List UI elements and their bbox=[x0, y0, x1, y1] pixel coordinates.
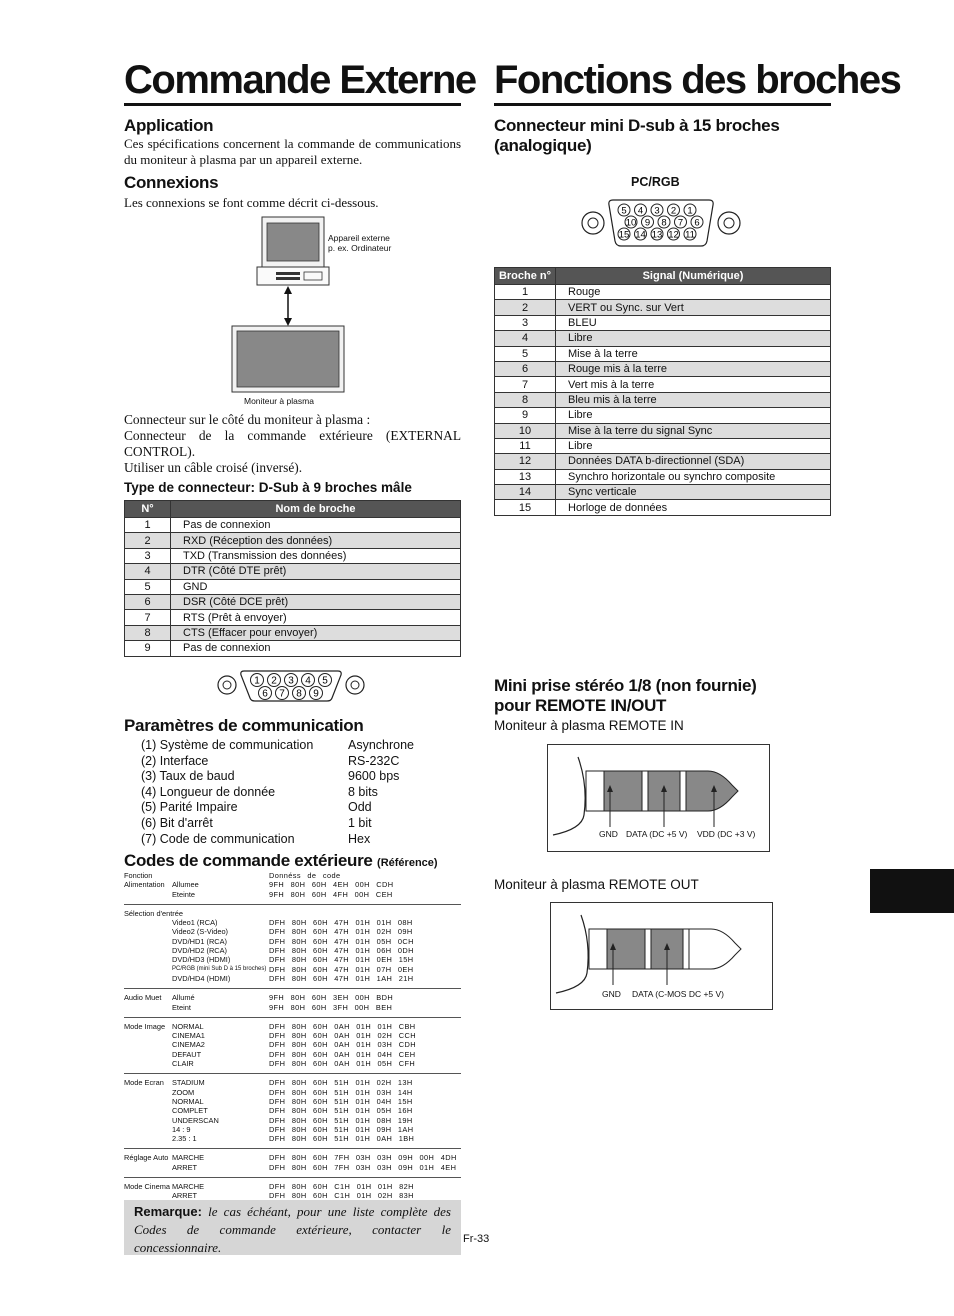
code-data: DFH 80H 60H C1H 01H 02H 83H bbox=[269, 1191, 414, 1201]
application-heading: Application bbox=[124, 116, 214, 135]
title-rule-left bbox=[124, 103, 461, 106]
table-row bbox=[125, 610, 461, 625]
code-row bbox=[124, 1059, 461, 1068]
code-setting: STADIUM bbox=[172, 1078, 205, 1088]
code-setting: CINEMA1 bbox=[172, 1031, 205, 1041]
remote-in-plug-box bbox=[547, 744, 770, 852]
code-row bbox=[124, 880, 461, 889]
pin-signal: Données DATA b-directionnel (SDA) bbox=[556, 454, 831, 469]
code-setting: Video2 (S-Video) bbox=[172, 927, 229, 937]
connexions-heading: Connexions bbox=[124, 173, 219, 192]
pin-number: 13 bbox=[495, 469, 556, 484]
code-data: DFH 80H 60H 51H 01H 03H 14H bbox=[269, 1087, 413, 1097]
pin-label: 14 bbox=[635, 229, 646, 241]
dsub9-connector-diagram bbox=[214, 668, 368, 704]
param-row bbox=[141, 816, 461, 832]
codes-heading: Codes de commande extérieure bbox=[124, 851, 373, 870]
param-row bbox=[141, 832, 461, 848]
param-row bbox=[141, 754, 461, 770]
table-row bbox=[125, 594, 461, 609]
code-data: DFH 80H 60H 51H 01H 08H 19H bbox=[269, 1115, 413, 1125]
signal-header: Signal (Numérique) bbox=[556, 268, 831, 285]
code-row bbox=[124, 1125, 461, 1134]
param-label: (7) Code de communication bbox=[141, 831, 295, 846]
table-row bbox=[125, 625, 461, 640]
code-row bbox=[124, 927, 461, 936]
pin-name: DTR (Côté DTE prêt) bbox=[171, 564, 461, 579]
pin-name: GND bbox=[171, 579, 461, 594]
pin-number: 8 bbox=[125, 625, 171, 640]
code-row bbox=[124, 993, 461, 1002]
pin-name: Pas de connexion bbox=[171, 518, 461, 533]
table-row bbox=[495, 438, 831, 453]
pin-label: 9 bbox=[644, 217, 651, 229]
page-number: Fr-33 bbox=[463, 1233, 490, 1245]
code-setting: 2.35 : 1 bbox=[172, 1134, 197, 1144]
code-row bbox=[124, 1040, 461, 1049]
param-value: 8 bits bbox=[348, 784, 378, 799]
table-row bbox=[495, 285, 831, 300]
dsub9-pin-table bbox=[124, 500, 461, 657]
codes-divider bbox=[124, 904, 461, 905]
pin-signal: Vert mis à la terre bbox=[556, 377, 831, 392]
code-row bbox=[124, 1050, 461, 1059]
code-row bbox=[124, 937, 461, 946]
pin-label: 1 bbox=[254, 675, 260, 687]
codes-divider bbox=[124, 1017, 461, 1018]
code-setting: ARRET bbox=[172, 1162, 198, 1172]
table-row bbox=[495, 346, 831, 361]
pin-number: 4 bbox=[125, 564, 171, 579]
remote-out-plug-box bbox=[550, 902, 773, 1010]
table-row bbox=[495, 500, 831, 515]
param-label: (4) Longueur de donnée bbox=[141, 784, 276, 799]
code-setting: CLAIR bbox=[172, 1059, 194, 1069]
param-value: Asynchrone bbox=[348, 738, 415, 752]
pin-number: 2 bbox=[495, 300, 556, 315]
code-data: DFH 80H 60H 51H 01H 09H 1AH bbox=[269, 1124, 414, 1134]
pin-signal: Libre bbox=[556, 331, 831, 346]
code-setting: UNDERSCAN bbox=[172, 1115, 219, 1125]
pin-label: 5 bbox=[322, 675, 328, 687]
code-row bbox=[124, 1031, 461, 1040]
pin-label: 12 bbox=[668, 229, 679, 241]
param-row bbox=[141, 769, 461, 785]
pin-label: 7 bbox=[279, 688, 285, 700]
code-data: 9FH 80H 60H 4FH 00H CEH bbox=[269, 889, 393, 899]
pin-signal: Bleu mis à la terre bbox=[556, 392, 831, 407]
codes-divider bbox=[124, 1148, 461, 1149]
remote-out-label: Moniteur à plasma REMOTE OUT bbox=[494, 877, 699, 892]
pin-signal: Libre bbox=[556, 408, 831, 423]
pin-number: 11 bbox=[495, 438, 556, 453]
table-row bbox=[495, 408, 831, 423]
pin-label: 15 bbox=[618, 229, 630, 241]
pin-signal: Libre bbox=[556, 438, 831, 453]
code-setting: DVD/HD2 (RCA) bbox=[172, 946, 228, 956]
connector-description: Connecteur sur le côté du moniteur à plasma : Connecteur de la commande extérieure (EXTERNAL CONTROL). Utiliser un câble croisé (inversé). bbox=[124, 412, 461, 475]
pin-label: 8 bbox=[296, 688, 302, 700]
section-tab-marker bbox=[870, 869, 954, 913]
plasma-monitor-label: Moniteur à plasma bbox=[244, 396, 314, 406]
codes-divider bbox=[124, 1073, 461, 1074]
code-setting: Eteint bbox=[172, 1002, 191, 1012]
pin-label: 2 bbox=[670, 205, 677, 217]
pin-number: 6 bbox=[495, 361, 556, 376]
table-row bbox=[125, 641, 461, 656]
pin-label: 3 bbox=[654, 205, 660, 217]
code-row bbox=[124, 955, 461, 964]
param-label: (3) Taux de baud bbox=[141, 769, 235, 784]
code-setting: DVD/HD4 (HDMI) bbox=[172, 973, 231, 983]
pin-name: CTS (Effacer pour envoyer) bbox=[171, 625, 461, 640]
code-data: DFH 80H 60H 51H 01H 0AH 1BH bbox=[269, 1134, 415, 1144]
table-row bbox=[495, 392, 831, 407]
pin-signal: VERT ou Sync. sur Vert bbox=[556, 300, 831, 315]
computer-base-icon bbox=[257, 267, 329, 285]
param-label: (2) Interface bbox=[141, 753, 209, 768]
code-setting: 14 : 9 bbox=[172, 1124, 191, 1134]
code-setting: CINEMA2 bbox=[172, 1040, 205, 1050]
pin-name: RXD (Réception des données) bbox=[171, 533, 461, 548]
code-row bbox=[124, 1163, 461, 1172]
pin-label: 4 bbox=[637, 205, 644, 217]
codes-divider bbox=[124, 1177, 461, 1178]
code-data: DFH 80H 60H 47H 01H 05H 0CH bbox=[269, 936, 414, 946]
code-row bbox=[124, 946, 461, 955]
code-data: DFH 80H 60H 0AH 01H 01H CBH bbox=[269, 1021, 416, 1031]
code-function: Audio Muet bbox=[124, 993, 162, 1003]
code-setting: MARCHE bbox=[172, 1153, 205, 1163]
codes-header-row: Fonction Donnéss de code bbox=[124, 871, 341, 880]
pin-signal: Mise à la terre du signal Sync bbox=[556, 423, 831, 438]
code-function: Mode Cinema bbox=[124, 1182, 171, 1192]
connector-type-heading: Type de connecteur: D-Sub à 9 broches mâle bbox=[124, 480, 412, 495]
pin-label: 2 bbox=[271, 675, 277, 687]
param-value: Odd bbox=[348, 800, 372, 815]
screw-icon bbox=[718, 212, 740, 234]
pin-label: 1 bbox=[687, 205, 693, 217]
code-row bbox=[124, 974, 461, 983]
param-value: Hex bbox=[348, 831, 371, 846]
pin-number: 9 bbox=[495, 408, 556, 423]
pin-signal: Rouge mis à la terre bbox=[556, 361, 831, 376]
pin-name: DSR (Côté DCE prêt) bbox=[171, 594, 461, 609]
code-setting: Eteinte bbox=[172, 889, 196, 899]
pin-number: 4 bbox=[495, 331, 556, 346]
code-data: DFH 80H 60H 7FH 03H 03H 09H 00H 4DH bbox=[269, 1153, 457, 1163]
code-setting: MARCHE bbox=[172, 1182, 205, 1192]
code-setting: Allumé bbox=[172, 993, 195, 1003]
code-function: Réglage Auto bbox=[124, 1153, 169, 1163]
remark-box bbox=[124, 1200, 461, 1255]
code-setting: DVD/HD3 (HDMI) bbox=[172, 955, 231, 965]
pin-number: 7 bbox=[125, 610, 171, 625]
code-setting: DVD/HD1 (RCA) bbox=[172, 936, 228, 946]
stereo-heading: Mini prise stéréo 1/8 (non fournie) pour REMOTE IN/OUT bbox=[494, 676, 757, 715]
code-setting: DEFAUT bbox=[172, 1049, 202, 1059]
param-row bbox=[141, 738, 461, 754]
table-row bbox=[495, 315, 831, 330]
dsub15-pin-table bbox=[494, 267, 831, 516]
pin-label: 11 bbox=[685, 229, 695, 241]
table-row bbox=[495, 377, 831, 392]
code-row bbox=[124, 918, 461, 927]
param-label: (1) Système de communication bbox=[141, 738, 314, 752]
table-row bbox=[495, 423, 831, 438]
pin-label: 10 bbox=[625, 217, 637, 229]
code-data: 9FH 80H 60H 4EH 00H CDH bbox=[269, 880, 394, 890]
communication-params bbox=[141, 738, 461, 847]
code-data: DFH 80H 60H 51H 01H 04H 15H bbox=[269, 1096, 413, 1106]
remark-label: Remarque: bbox=[134, 1204, 202, 1219]
param-row bbox=[141, 785, 461, 801]
codes-divider bbox=[124, 988, 461, 989]
pin-name: TXD (Transmission des données) bbox=[171, 548, 461, 563]
param-value: 9600 bps bbox=[348, 769, 400, 784]
code-data: DFH 80H 60H 7FH 03H 03H 09H 01H 4EH bbox=[269, 1162, 457, 1172]
pin-name-header: Nom de broche bbox=[171, 501, 461, 518]
pin-number: 2 bbox=[125, 533, 171, 548]
code-row bbox=[124, 1097, 461, 1106]
pin-label: 5 bbox=[621, 205, 627, 217]
table-row bbox=[125, 533, 461, 548]
code-data: DFH 80H 60H 0AH 01H 04H CEH bbox=[269, 1049, 416, 1059]
command-codes-list bbox=[124, 871, 461, 1201]
pin-signal: Sync verticale bbox=[556, 485, 831, 500]
code-setting: PC/RGB (mini Sub D à 15 broches) bbox=[172, 965, 267, 972]
table-row bbox=[495, 300, 831, 315]
code-setting: COMPLET bbox=[172, 1106, 208, 1116]
table-row bbox=[125, 548, 461, 563]
pin-label: 13 bbox=[651, 229, 663, 241]
application-text: Ces spécifications concernent la commande de communications du moniteur à plasma par un appareil externe. bbox=[124, 136, 461, 167]
code-row bbox=[124, 1106, 461, 1115]
pin-number: 3 bbox=[495, 315, 556, 330]
pin-label: 4 bbox=[305, 675, 311, 687]
codes-heading-block bbox=[124, 851, 438, 871]
remark-text: le cas échéant, pour une liste complète des Codes de commande extérieure, contacter le concessionnaire. bbox=[134, 1204, 451, 1255]
param-label: (5) Parité Impaire bbox=[141, 800, 238, 815]
pin-number-header: N° bbox=[125, 501, 171, 518]
pin-name: Pas de connexion bbox=[171, 641, 461, 656]
code-data: DFH 80H 60H C1H 01H 01H 82H bbox=[269, 1182, 414, 1192]
code-row bbox=[124, 1182, 461, 1191]
code-row bbox=[124, 1153, 461, 1162]
remote-in-data-label: DATA (DC +5 V) bbox=[626, 829, 688, 839]
remote-out-gnd-label: GND bbox=[602, 989, 621, 999]
page-title-right: Fonctions des broches bbox=[494, 58, 901, 102]
external-device-label: Appareil externe p. ex. Ordinateur bbox=[328, 233, 392, 253]
code-row bbox=[124, 1078, 461, 1087]
pin-number: 6 bbox=[125, 594, 171, 609]
code-data: DFH 80H 60H 47H 01H 06H 0DH bbox=[269, 946, 414, 956]
pin-number: 1 bbox=[495, 285, 556, 300]
pin-number: 10 bbox=[495, 423, 556, 438]
code-setting: ARRET bbox=[172, 1191, 198, 1201]
code-data: DFH 80H 60H 47H 01H 02H 09H bbox=[269, 927, 413, 937]
pin-number: 14 bbox=[495, 485, 556, 500]
pin-signal: Horloge de données bbox=[556, 500, 831, 515]
code-setting: Allumee bbox=[172, 880, 199, 890]
screw-icon bbox=[218, 676, 236, 694]
code-data: DFH 80H 60H 47H 01H 0EH 15H bbox=[269, 955, 414, 965]
pin-number: 5 bbox=[495, 346, 556, 361]
code-row bbox=[124, 1003, 461, 1012]
table-row bbox=[125, 518, 461, 533]
connexions-text: Les connexions se font comme décrit ci-dessous. bbox=[124, 195, 379, 210]
pin-number: 3 bbox=[125, 548, 171, 563]
pin-label: 7 bbox=[677, 217, 684, 229]
code-data: DFH 80H 60H 51H 01H 05H 16H bbox=[269, 1106, 413, 1116]
remote-in-gnd-label: GND bbox=[599, 829, 618, 839]
pin-number: 12 bbox=[495, 454, 556, 469]
code-row bbox=[124, 1134, 461, 1143]
table-row bbox=[495, 454, 831, 469]
param-row bbox=[141, 800, 461, 816]
code-row bbox=[124, 1022, 461, 1031]
pin-label: 3 bbox=[288, 675, 294, 687]
code-row bbox=[124, 890, 461, 899]
code-setting: NORMAL bbox=[172, 1096, 204, 1106]
code-function: Mode Image bbox=[124, 1021, 166, 1031]
code-data: DFH 80H 60H 47H 01H 07H 0EH bbox=[269, 964, 414, 974]
connection-diagram bbox=[226, 214, 426, 412]
code-function: Sélection d'entrée bbox=[124, 908, 183, 918]
pin-name: RTS (Prêt à envoyer) bbox=[171, 610, 461, 625]
table-row bbox=[495, 361, 831, 376]
code-data: 9FH 80H 60H 3FH 00H BEH bbox=[269, 1002, 393, 1012]
screw-icon bbox=[582, 212, 604, 234]
code-row bbox=[124, 909, 461, 918]
pin-label: 6 bbox=[262, 688, 268, 700]
code-data: DFH 80H 60H 0AH 01H 05H CFH bbox=[269, 1059, 416, 1069]
code-row bbox=[124, 965, 461, 974]
pin-signal: Mise à la terre bbox=[556, 346, 831, 361]
code-function: Alimentation bbox=[124, 880, 165, 890]
table-row bbox=[495, 485, 831, 500]
pin-number: 7 bbox=[495, 377, 556, 392]
pcrgb-label: PC/RGB bbox=[631, 175, 680, 189]
codes-heading-ref: (Référence) bbox=[377, 857, 438, 869]
params-heading: Paramètres de communication bbox=[124, 716, 364, 735]
param-label: (6) Bit d'arrêt bbox=[141, 815, 213, 830]
code-setting: ZOOM bbox=[172, 1087, 195, 1097]
code-data: DFH 80H 60H 47H 01H 1AH 21H bbox=[269, 973, 414, 983]
param-value: RS-232C bbox=[348, 753, 400, 768]
title-rule-right bbox=[494, 103, 831, 106]
param-value: 1 bit bbox=[348, 815, 372, 830]
code-data: DFH 80H 60H 0AH 01H 03H CDH bbox=[269, 1040, 416, 1050]
pin-label: 9 bbox=[313, 688, 319, 700]
pin-number-header: Broche n° bbox=[495, 268, 556, 285]
pin-label: 8 bbox=[661, 217, 667, 229]
dsub15-connector-diagram bbox=[576, 195, 746, 251]
pin-signal: BLEU bbox=[556, 315, 831, 330]
table-row bbox=[125, 579, 461, 594]
pin-label: 6 bbox=[694, 217, 700, 229]
code-setting: Video1 (RCA) bbox=[172, 918, 218, 928]
code-row bbox=[124, 1116, 461, 1125]
remote-out-data-label: DATA (C-MOS DC +5 V) bbox=[632, 989, 725, 999]
table-row bbox=[495, 469, 831, 484]
code-data: DFH 80H 60H 47H 01H 01H 08H bbox=[269, 918, 413, 928]
table-row bbox=[125, 564, 461, 579]
code-data: DFH 80H 60H 0AH 01H 02H CCH bbox=[269, 1031, 416, 1041]
dsub15-heading: Connecteur mini D-sub à 15 broches (analogique) bbox=[494, 116, 780, 155]
table-row bbox=[495, 331, 831, 346]
screw-icon bbox=[346, 676, 364, 694]
remote-in-label: Moniteur à plasma REMOTE IN bbox=[494, 718, 684, 733]
pin-signal: Synchro horizontale ou synchro composite bbox=[556, 469, 831, 484]
code-function: Mode Ecran bbox=[124, 1078, 164, 1088]
pin-number: 15 bbox=[495, 500, 556, 515]
code-data: 9FH 80H 60H 3EH 00H BDH bbox=[269, 993, 394, 1003]
code-row bbox=[124, 1088, 461, 1097]
page-title-left: Commande Externe bbox=[124, 58, 476, 102]
pin-number: 8 bbox=[495, 392, 556, 407]
code-setting: NORMAL bbox=[172, 1021, 204, 1031]
pin-number: 1 bbox=[125, 518, 171, 533]
code-data: DFH 80H 60H 51H 01H 02H 13H bbox=[269, 1078, 413, 1088]
pin-signal: Rouge bbox=[556, 285, 831, 300]
remote-in-vdd-label: VDD (DC +3 V) bbox=[697, 829, 756, 839]
pin-number: 5 bbox=[125, 579, 171, 594]
pin-number: 9 bbox=[125, 641, 171, 656]
